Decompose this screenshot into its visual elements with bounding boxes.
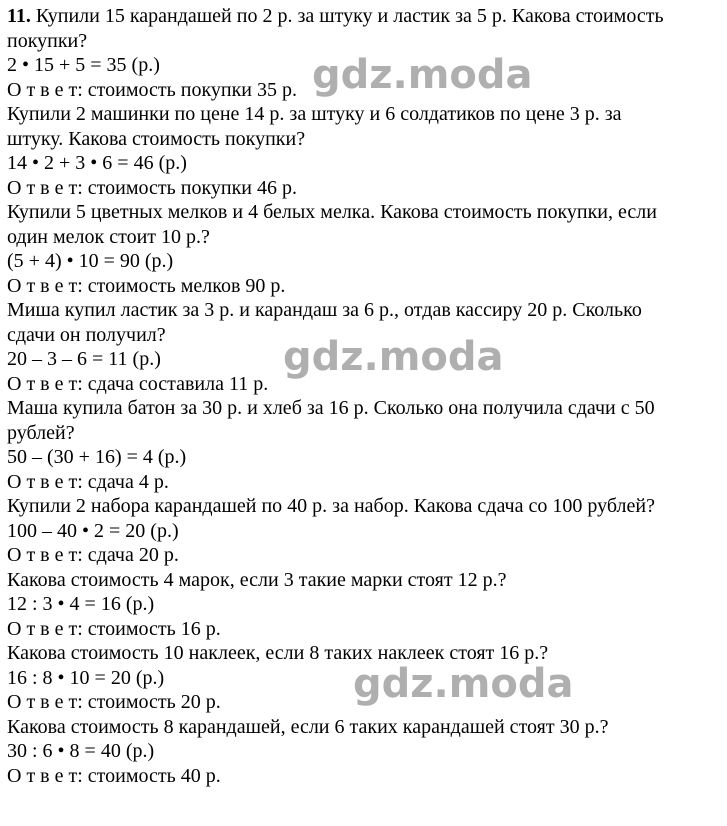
text-line: штуку. Какова стоимость покупки? xyxy=(7,127,306,150)
text-line: один мелок стоит 10 р.? xyxy=(7,225,210,248)
text-line: О т в е т: стоимость мелков 90 р. xyxy=(7,274,286,297)
watermark: gdz.moda xyxy=(283,334,504,380)
text-line: Миша купил ластик за 3 р. и карандаш за 6 р., отдав кассиру 20 р. Сколько xyxy=(7,299,642,321)
text-line: Какова стоимость 10 наклеек, если 8 таких наклеек стоят 16 р.? xyxy=(7,642,549,664)
text-line: 20 – 3 – 6 = 11 (р.) xyxy=(7,348,161,370)
problem-heading-line xyxy=(7,4,719,29)
text-line: О т в е т: сдача составила 11 р. xyxy=(7,372,269,395)
text-line: О т в е т: стоимость 16 р. xyxy=(7,617,221,640)
text-line: сдачи он получил? xyxy=(7,323,166,346)
text-line: О т в е т: сдача 4 р. xyxy=(7,470,169,493)
problem-number: 11. xyxy=(7,5,31,27)
watermark: gdz.moda xyxy=(312,52,533,98)
text-line: 14 • 2 + 3 • 6 = 46 (р.) xyxy=(7,152,187,174)
watermark: gdz.moda xyxy=(353,661,574,707)
text-line: рублей? xyxy=(7,421,75,444)
text-line: Купили 2 машинки по цене 14 р. за штуку и 6 солдатиков по цене 3 р. за xyxy=(7,103,622,125)
text-line: О т в е т: стоимость 20 р. xyxy=(7,691,221,713)
text-line: 100 – 40 • 2 = 20 (р.) xyxy=(7,519,179,542)
text-line: покупки? xyxy=(7,29,88,52)
document-body xyxy=(7,4,719,788)
text-line: Маша купила батон за 30 р. и хлеб за 16 р. Сколько она получила сдачи с 50 xyxy=(7,397,655,419)
text-line: О т в е т: стоимость покупки 46 р. xyxy=(7,176,298,199)
text-line: 16 : 8 • 10 = 20 (р.) xyxy=(7,666,165,689)
text-line: Купили 2 набора карандашей по 40 р. за набор. Какова сдача со 100 рублей? xyxy=(7,495,655,517)
text-line: 12 : 3 • 4 = 16 (р.) xyxy=(7,593,155,615)
text-line: Купили 5 цветных мелков и 4 белых мелка. Какова стоимость покупки, если xyxy=(7,201,657,223)
text-line: Какова стоимость 8 карандашей, если 6 таких карандашей стоят 30 р.? xyxy=(7,715,609,738)
text-line: (5 + 4) • 10 = 90 (р.) xyxy=(7,250,174,272)
text-line: О т в е т: стоимость 40 р. xyxy=(7,764,221,787)
text-line: 50 – (30 + 16) = 4 (р.) xyxy=(7,446,187,468)
text-line: Купили 15 карандашей по 2 р. за штуку и ластик за 5 р. Какова стоимость xyxy=(30,5,664,27)
text-line: О т в е т: сдача 20 р. xyxy=(7,544,179,566)
text-line: О т в е т: стоимость покупки 35 р. xyxy=(7,78,298,101)
text-line: Какова стоимость 4 марок, если 3 такие марки стоят 12 р.? xyxy=(7,568,507,591)
text-line: 30 : 6 • 8 = 40 (р.) xyxy=(7,740,155,762)
text-line: 2 • 15 + 5 = 35 (р.) xyxy=(7,54,160,76)
